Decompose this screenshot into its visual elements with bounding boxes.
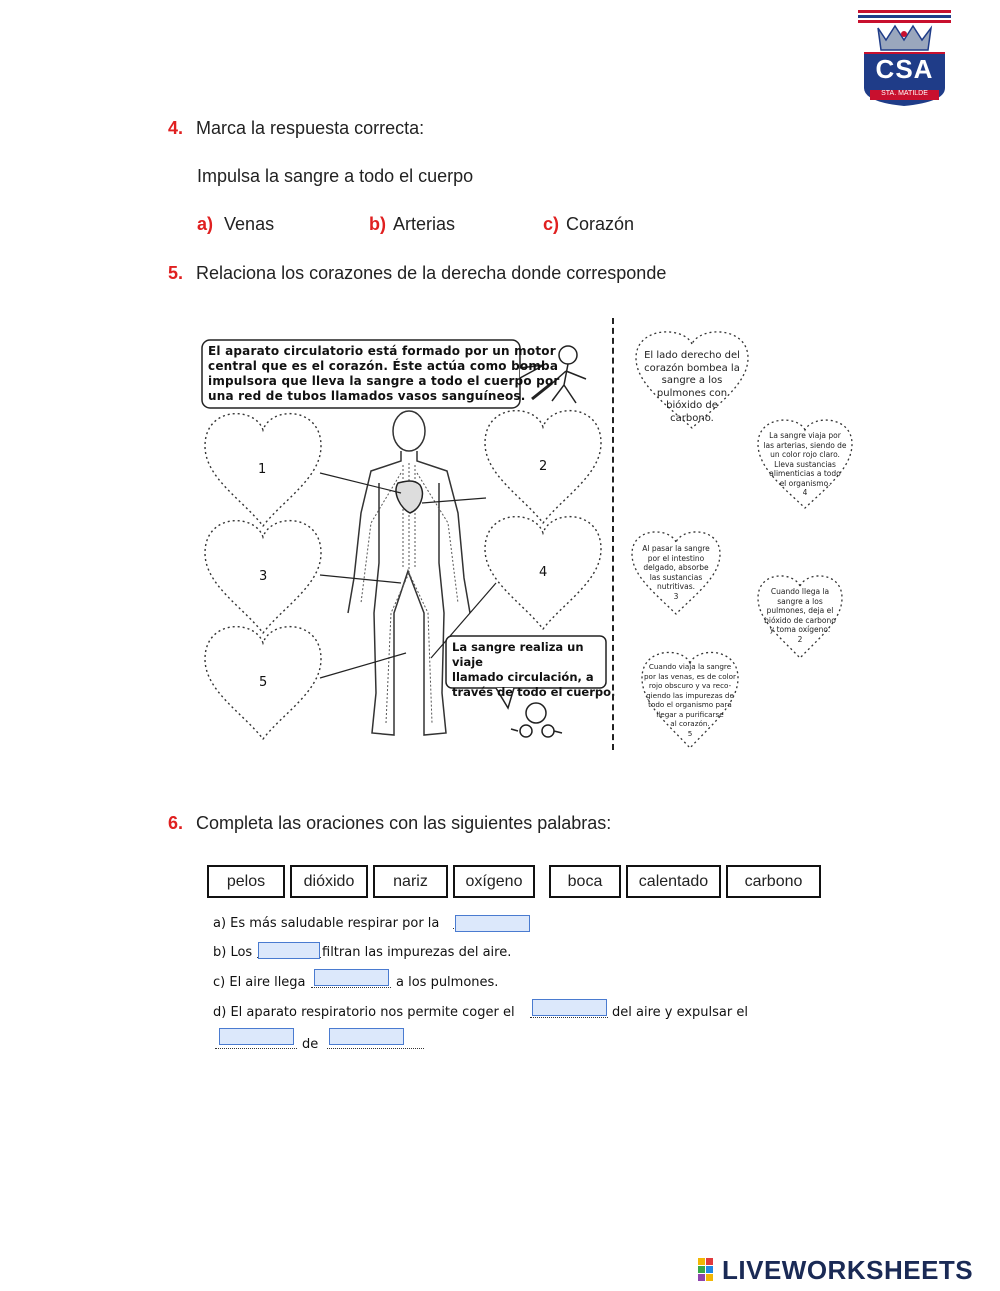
heart-a-line: bióxido de (666, 400, 718, 411)
q6-title: Completa las oraciones con las siguientes palabras: (196, 813, 612, 833)
q4-option-b-label: Arterias (393, 214, 456, 234)
word-nariz[interactable]: nariz (373, 865, 448, 898)
heart-d-line: bióxido de carbono (764, 615, 836, 625)
sentence-c-pre: c) El aire llega (213, 975, 306, 990)
diagram-divider (612, 318, 614, 750)
drag-heart-a[interactable] (628, 330, 756, 430)
q5-heading (168, 263, 666, 284)
logo-text: CSA (875, 54, 934, 84)
drag-heart-d[interactable] (752, 574, 848, 660)
word-dioxido[interactable]: dióxido (290, 865, 368, 898)
heart-e-line: por las venas, es de color (644, 671, 736, 681)
heart-e-line: al corazón. (670, 719, 710, 728)
blank-f-dots (327, 1048, 424, 1049)
heart-d-line: y toma oxígeno. (769, 625, 831, 634)
blank-b-input[interactable] (258, 942, 320, 959)
liveworksheets-brand: LIVEWORKSHEETS (722, 1255, 974, 1285)
sentence-e-mid: de (302, 1037, 319, 1052)
heart-a-line: pulmones con (656, 387, 728, 399)
heart-c-number: 3 (673, 591, 679, 601)
blank-f-input[interactable] (329, 1028, 404, 1045)
heart-b-line: el organismo. (779, 478, 831, 488)
sentence-b-post: filtran las impurezas del aire. (322, 945, 512, 960)
q5-number: 5. (168, 263, 184, 283)
blank-d-input[interactable] (532, 999, 607, 1016)
drag-heart-e[interactable] (636, 650, 744, 750)
heart-2-number: 2 (539, 459, 548, 474)
heart-b-line: un color rojo claro. (770, 450, 840, 459)
blank-e-dots (215, 1048, 297, 1049)
q6-heading (168, 813, 611, 834)
heart-e-line: todo el organismo para (648, 700, 732, 709)
word-boca[interactable]: boca (549, 865, 621, 898)
blank-c-input[interactable] (314, 969, 389, 986)
blank-a-input[interactable] (455, 915, 530, 932)
bottom-line: llamado circulación, a (452, 670, 594, 684)
heart-3-number: 3 (259, 569, 268, 584)
liveworksheets-logo-icon (698, 1258, 720, 1282)
q4-option-c[interactable] (543, 214, 634, 235)
heart-d-line: Cuando llega la (770, 587, 830, 596)
heart-c-line: delgado, absorbe (643, 563, 709, 572)
q4-option-a[interactable] (197, 214, 274, 235)
q4-heading (168, 118, 424, 139)
q4-option-c-letter: c) (543, 214, 560, 234)
q4-option-b[interactable] (369, 214, 455, 235)
heart-a-line: carbono. (670, 412, 714, 424)
heart-a-line: sangre a los (661, 375, 723, 386)
logo-subtitle: STA. MATILDE (881, 90, 928, 97)
school-logo (858, 10, 951, 106)
heart-4-number: 4 (539, 565, 548, 580)
bottom-line: La sangre realiza un viaje (452, 640, 584, 669)
heart-c-line: Al pasar la sangre (642, 544, 710, 553)
blank-e-input[interactable] (219, 1028, 294, 1045)
heart-c-line: nutritivas. (657, 582, 695, 591)
q5-title: Relaciona los corazones de la derecha donde corresponde (196, 263, 667, 283)
word-calentado[interactable]: calentado (626, 865, 721, 898)
heart-e-number: 5 (687, 728, 693, 738)
heart-e-line: llegar a purificarse (656, 709, 724, 719)
drag-heart-b[interactable] (752, 418, 858, 510)
blank-c-dots (311, 987, 391, 988)
heart-d-line: pulmones, deja el (766, 606, 834, 615)
cartoon-cyclist-icon (511, 703, 562, 737)
heart-b-number: 4 (802, 488, 808, 497)
sentence-c-post: a los pulmones. (396, 975, 499, 990)
heart-5-number: 5 (259, 675, 268, 690)
blank-d-dots (530, 1017, 608, 1018)
word-carbono[interactable]: carbono (726, 865, 821, 898)
q4-option-a-label: Venas (224, 214, 275, 234)
sentence-b-pre: b) Los (213, 945, 253, 960)
heart-b-line: Lleva sustancias (774, 459, 836, 469)
heart-c-line: las sustancias (649, 572, 703, 582)
q4-title: Marca la respuesta correcta: (196, 118, 425, 138)
heart-e-line: rojo obscuro y va reco- (648, 681, 732, 690)
sentence-a: a) Es más saludable respirar por la (213, 916, 440, 931)
sentence-d-post: del aire y expulsar el (612, 1005, 748, 1020)
intro-line: una red de tubos llamados vasos sanguíneos. (208, 389, 526, 403)
heart-a-line: El lado derecho del (644, 350, 740, 361)
word-oxigeno[interactable]: oxígeno (453, 865, 535, 898)
q4-prompt: Impulsa la sangre a todo el cuerpo (197, 166, 474, 186)
q4-option-a-letter: a) (197, 214, 214, 234)
circulatory-diagram (196, 313, 616, 753)
heart-b-line: La sangre viaja por (769, 431, 841, 440)
intro-bubble-text (208, 344, 560, 404)
drag-heart-c[interactable] (626, 530, 726, 616)
word-pelos[interactable]: pelos (207, 865, 285, 898)
heart-1-number: 1 (258, 462, 267, 477)
heart-c-line: por el intestino (647, 553, 705, 563)
intro-line: impulsora que lleva la sangre a todo el cuerpo por (208, 374, 560, 388)
heart-e-line: Cuando viaja la sangre (648, 662, 732, 671)
heart-b-line: alimenticias a todo (769, 469, 841, 478)
heart-organ-icon (396, 481, 422, 513)
heart-a-line: corazón bombea la (644, 362, 740, 374)
sentence-d-pre: d) El aparato respiratorio nos permite coger el (213, 1005, 515, 1020)
intro-line: central que es el corazón. Éste actúa como bomba (208, 359, 559, 373)
intro-line: El aparato circulatorio está formado por un motor (208, 344, 556, 358)
q4-option-b-letter: b) (369, 214, 386, 234)
heart-d-line: sangre a los (777, 596, 823, 606)
heart-d-number: 2 (797, 634, 803, 644)
heart-e-line: giendo las impurezas de (646, 690, 734, 700)
bottom-line: través de todo el cuerpo. (452, 685, 616, 699)
bottom-bubble-text (452, 640, 616, 700)
heart-b-line: las arterias, siendo de (763, 440, 847, 450)
q4-number: 4. (168, 118, 184, 138)
q4-option-c-label: Corazón (566, 214, 635, 234)
q6-number: 6. (168, 813, 184, 833)
